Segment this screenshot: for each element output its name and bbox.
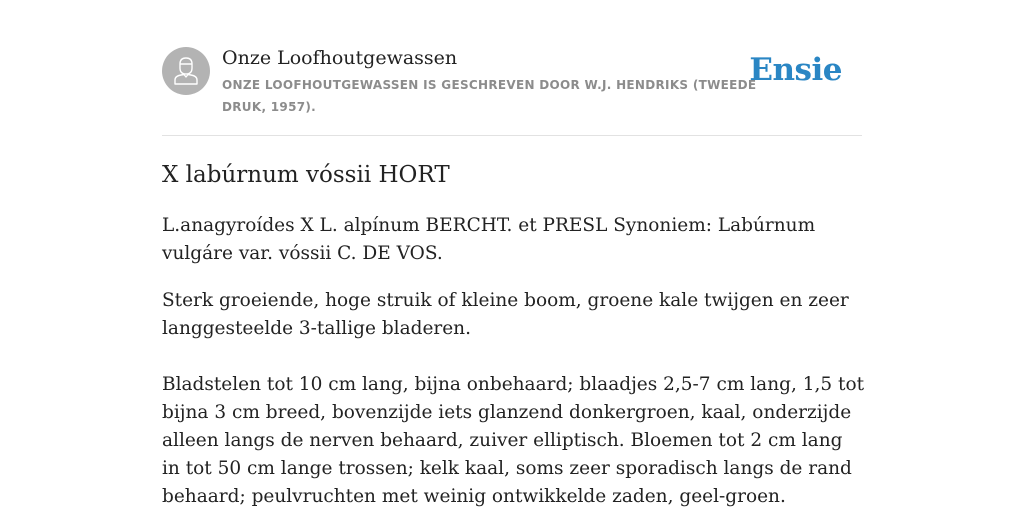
source-avatar[interactable] bbox=[162, 47, 210, 95]
entry-paragraph-description: Sterk groeiende, hoge struik of kleine boom, groene kale twijgen en zeer langgesteelde 3-tallige bladeren. bbox=[162, 290, 849, 339]
ensie-logo[interactable]: Ensie bbox=[749, 52, 842, 88]
entry-paragraph-synonym: L.anagyroídes X L. alpínum BERCHT. et PRESL Synoniem: Labúrnum vulgáre var. vóssii C. DE VOS. bbox=[162, 215, 816, 264]
entry-paragraph-details: Bladstelen tot 10 cm lang, bijna onbehaard; blaadjes 2,5-7 cm lang, 1,5 tot bijna 3 cm breed, bovenzijde iets glanzend donkergroen, kaal, onderzijde alleen langs de nerven behaard, zuiver elliptisch. Bloemen tot 2 cm lang in tot 50 cm lange trossen; kelk kaal, soms zeer sporadisch langs de rand behaard; peulvruchten met weinig ontwikkelde zaden, geel-groen. bbox=[162, 374, 865, 507]
entry-title: X labúrnum vóssii HORT bbox=[162, 162, 450, 188]
header-divider bbox=[162, 135, 862, 136]
source-title[interactable]: Onze Loofhoutgewassen bbox=[222, 47, 458, 69]
source-header bbox=[162, 46, 862, 116]
source-description: ONZE LOOFHOUTGEWASSEN IS GESCHREVEN DOOR W.J. HENDRIKS (TWEEDE DRUK, 1957). bbox=[222, 78, 757, 114]
user-icon bbox=[162, 47, 210, 95]
